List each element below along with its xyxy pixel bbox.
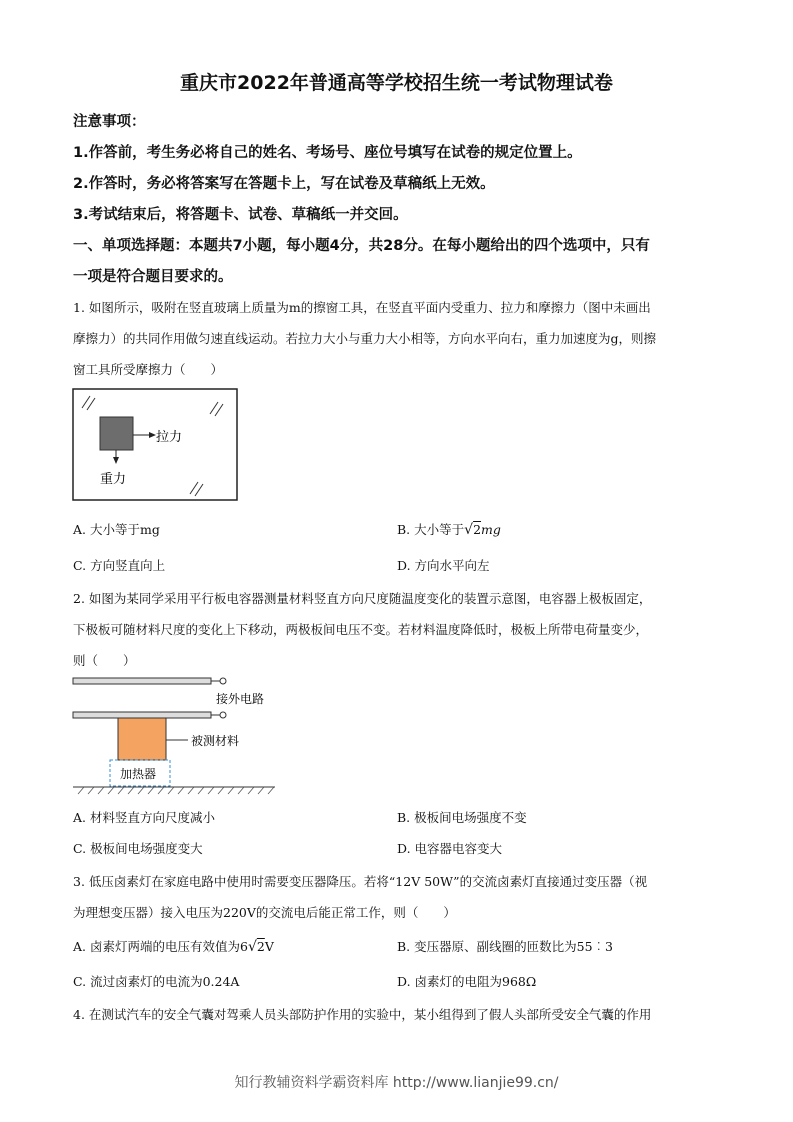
pull-arrow xyxy=(149,432,156,438)
q1-line-3: 窗工具所受摩擦力（ ） xyxy=(73,362,224,377)
q2-line-2: 下极板可随材料尺度的变化上下移动，两极板间电压不变。若材料温度降低时，极板上所带电荷量变少， xyxy=(73,622,649,637)
notice-item-3: 3.考试结束后，将答题卡、试卷、草稿纸一并交回。 xyxy=(73,207,408,223)
q3-option-b[interactable]: B. 变压器原、副线圈的匝数比为55︰3 xyxy=(397,939,613,954)
page-footer: 知行教辅资料学霸资料库 http://www.lianjie99.cn/ xyxy=(234,1075,559,1091)
q1-option-d[interactable]: D. 方向水平向左 xyxy=(397,558,490,573)
q2-option-a[interactable]: A. 材料竖直方向尺度减小 xyxy=(73,810,215,825)
q3-line-2: 为理想变压器）接入电压为220V的交流电后能正常工作，则（ ） xyxy=(73,905,456,920)
gravity-arrow xyxy=(113,457,119,464)
q2-option-c[interactable]: C. 极板间电场强度变大 xyxy=(73,841,203,856)
upper-plate xyxy=(73,678,211,684)
q4-line-1: 4. 在测试汽车的安全气囊对驾乘人员头部防护作用的实验中，某小组得到了假人头部所受安全气囊的作用 xyxy=(73,1007,652,1022)
q1-line-2: 摩擦力）的共同作用做匀速直线运动。若拉力大小与重力大小相等，方向水平向右，重力加速度为g，则擦 xyxy=(73,331,657,346)
material-label: 被测材料 xyxy=(191,734,240,748)
q1-figure xyxy=(70,386,242,504)
section-heading-line2: 一项是符合题目要求的。 xyxy=(73,269,233,285)
circuit-label: 接外电路 xyxy=(216,692,265,706)
q1-option-a[interactable]: A. 大小等于mg xyxy=(73,522,160,537)
q1-option-c[interactable]: C. 方向竖直向上 xyxy=(73,558,166,573)
notice-item-1: 1.作答前，考生务必将自己的姓名、考场号、座位号填写在试卷的规定位置上。 xyxy=(73,145,582,161)
window-cleaner-block xyxy=(100,417,133,450)
q1-option-b[interactable]: B. 大小等于√2mg xyxy=(397,522,501,538)
pull-label: 拉力 xyxy=(156,430,183,445)
q3-line-1: 3. 低压卤素灯在家庭电路中使用时需要变压器降压。若将“12V 50W”的交流卤素灯直接通过变压器（视 xyxy=(73,874,648,889)
q2-option-d[interactable]: D. 电容器电容变大 xyxy=(397,841,503,856)
lower-plate xyxy=(73,712,211,718)
notice-heading: 注意事项： xyxy=(73,114,146,130)
section-heading-line1: 一、单项选择题：本题共7小题，每小题4分，共28分。在每小题给出的四个选项中，只有 xyxy=(73,238,650,254)
q2-line-1: 2. 如图为某同学采用平行板电容器测量材料竖直方向尺度随温度变化的装置示意图，电容器上极板固定， xyxy=(73,591,652,606)
page-title: 重庆市2022年普通高等学校招生统一考试物理试卷 xyxy=(180,72,613,94)
q2-line-3: 则（ ） xyxy=(73,653,136,668)
gravity-label: 重力 xyxy=(100,472,127,487)
q2-figure xyxy=(70,672,280,798)
q2-option-b[interactable]: B. 极板间电场强度不变 xyxy=(397,810,527,825)
notice-item-2: 2.作答时，务必将答案写在答题卡上，写在试卷及草稿纸上无效。 xyxy=(73,176,495,192)
q3-option-a[interactable]: A. 卤素灯两端的电压有效值为6√2V xyxy=(73,939,274,955)
q1-line-1: 1. 如图所示，吸附在竖直玻璃上质量为m的擦窗工具，在竖直平面内受重力、拉力和摩擦力（图中未画出 xyxy=(73,300,651,315)
q3-option-c[interactable]: C. 流过卤素灯的电流为0.24A xyxy=(73,974,240,989)
heater-label: 加热器 xyxy=(120,767,157,781)
q3-option-d[interactable]: D. 卤素灯的电阻为968Ω xyxy=(397,974,537,989)
tested-material xyxy=(118,718,166,760)
glass-frame xyxy=(73,389,237,500)
